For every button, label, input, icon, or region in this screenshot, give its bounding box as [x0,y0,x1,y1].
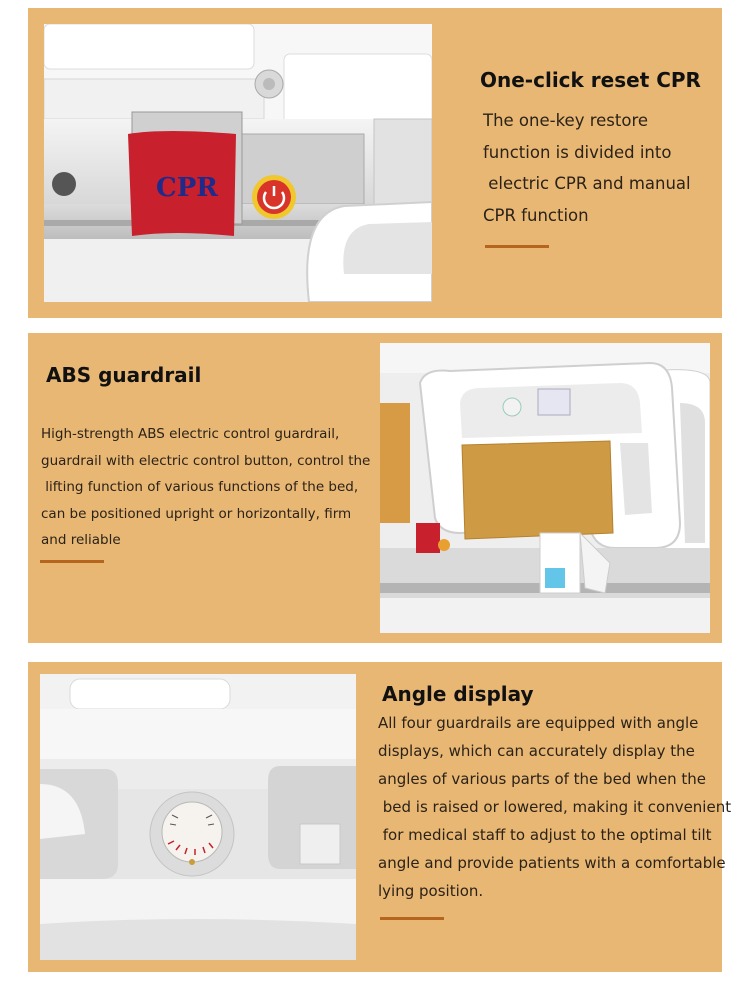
guardrail-title: ABS guardrail [46,363,202,387]
guardrail-divider [40,560,104,563]
cpr-photo [44,24,432,302]
guardrail-photo [380,343,710,633]
angle-line-2: displays, which can accurately display the [378,742,695,760]
cpr-line-4: CPR function [483,205,589,225]
angle-divider [380,917,444,920]
angle-illustration [40,674,356,960]
cpr-section [28,8,722,318]
cpr-line-2: function is divided into [483,142,672,162]
guardrail-description [41,421,370,554]
angle-line-6: angle and provide patients with a comfortable [378,854,726,872]
angle-line-1: All four guardrails are equipped with angle [378,714,699,732]
cpr-label: CPR [156,173,218,203]
cpr-description [483,105,691,231]
cpr-bed-illustration [44,24,432,302]
angle-title: Angle display [382,682,534,706]
cpr-title: One-click reset CPR [480,68,701,92]
angle-description [378,709,731,905]
angle-line-7: lying position. [378,882,484,900]
cpr-divider [485,245,549,248]
guardrail-section [28,333,722,643]
guardrail-line-5: and reliable [41,532,121,548]
angle-section [28,662,732,972]
angle-line-5: for medical staff to adjust to the optimal tilt [378,826,712,844]
cpr-line-3: electric CPR and manual [483,174,691,193]
angle-photo [40,674,356,960]
angle-line-4: bed is raised or lowered, making it convenient [378,798,732,816]
guardrail-line-1: High-strength ABS electric control guardrail, [41,426,340,442]
guardrail-line-2: guardrail with electric control button, control the [41,452,371,469]
angle-line-3: angles of various parts of the bed when the [378,770,706,788]
guardrail-line-3: lifting function of various functions of the bed, [41,479,359,495]
guardrail-line-4: can be positioned upright or horizontally, firm [41,505,352,522]
guardrail-illustration [380,343,710,633]
cpr-line-1: The one-key restore [483,111,649,130]
